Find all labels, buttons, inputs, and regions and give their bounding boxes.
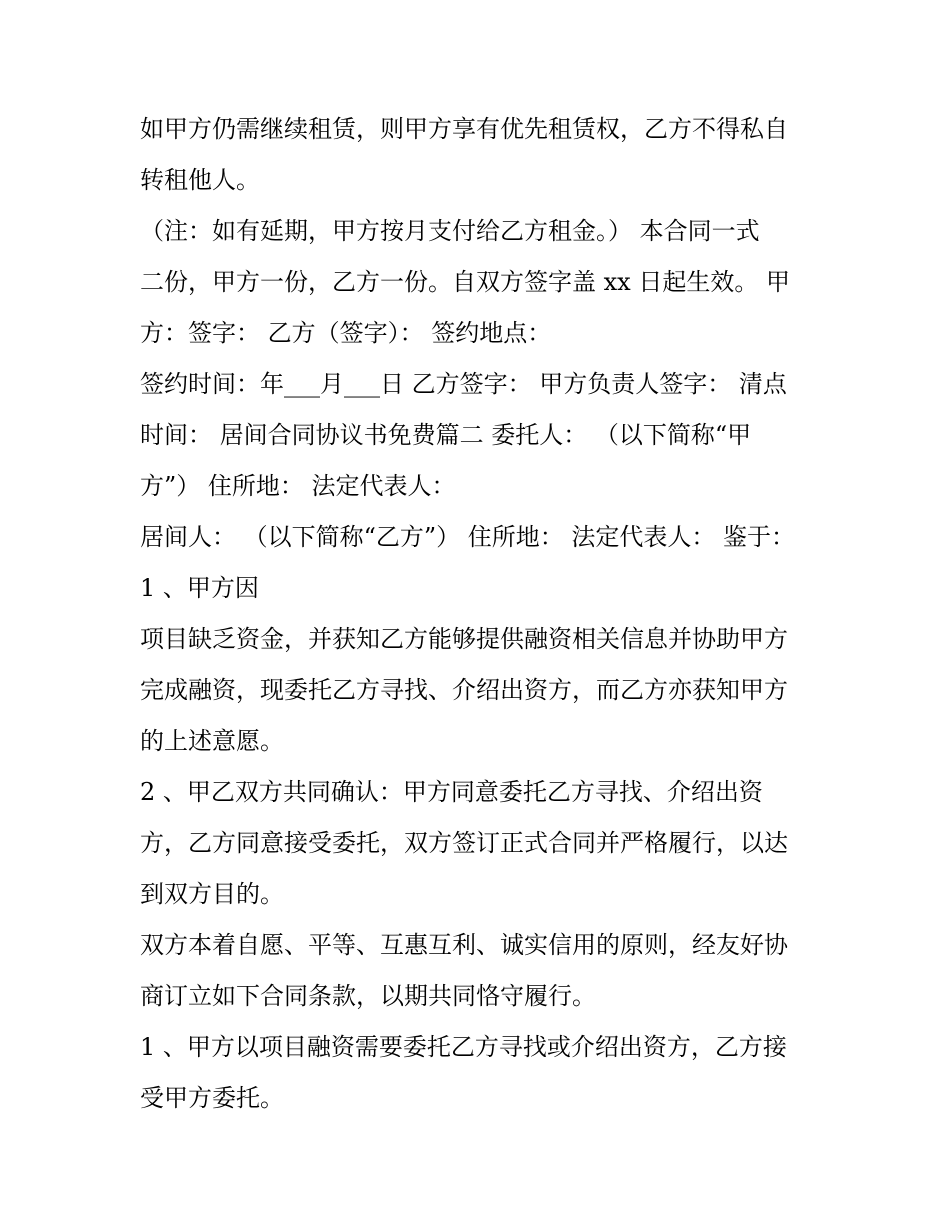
text-line: 双方本着自愿、平等、互惠互利、诚实信用的原则，经友好协 xyxy=(140,931,788,959)
text-line: 方：签字： 乙方（签字）： 签约地点： xyxy=(140,319,552,347)
text-line: 到双方目的。 xyxy=(140,880,284,908)
text-line: 商订立如下合同条款，以期共同恪守履行。 xyxy=(140,982,596,1010)
text-line: 居间人： （以下简称“乙方”） 住所地： 法定代表人： 鉴于： xyxy=(140,523,796,551)
text-line: 方，乙方同意接受委托，双方签订正式合同并严格履行，以达 xyxy=(140,829,788,857)
text-line: 1 、甲方以项目融资需要委托乙方寻找或介绍出资方，乙方接 xyxy=(140,1033,787,1061)
document-body xyxy=(140,104,820,1124)
text-line: 转租他人。 xyxy=(140,166,260,194)
text-line: 如甲方仍需继续租赁，则甲方享有优先租赁权，乙方不得私自 xyxy=(140,115,788,143)
text-line: 1 、甲方因 xyxy=(140,574,259,602)
text-line: 受甲方委托。 xyxy=(140,1084,284,1112)
text-line: 方”） 住所地： 法定代表人： xyxy=(140,472,456,500)
text-line: 二份，甲方一份，乙方一份。自双方签字盖 xx 日起生效。 甲 xyxy=(140,268,790,296)
text-line: 时间： 居间合同协议书免费篇二 委托人： （以下简称“甲 xyxy=(140,421,752,449)
text-line: 项目缺乏资金，并获知乙方能够提供融资相关信息并协助甲方 xyxy=(140,625,788,653)
text-line: 签约时间：年___月___日 乙方签字： 甲方负责人签字： 清点 xyxy=(140,370,787,398)
text-line: （注：如有延期，甲方按月支付给乙方租金。） 本合同一式 xyxy=(140,217,760,245)
text-line: 2 、甲乙双方共同确认：甲方同意委托乙方寻找、介绍出资 xyxy=(140,778,763,806)
text-line: 完成融资，现委托乙方寻找、介绍出资方，而乙方亦获知甲方 xyxy=(140,676,788,704)
text-line: 的上述意愿。 xyxy=(140,727,284,755)
